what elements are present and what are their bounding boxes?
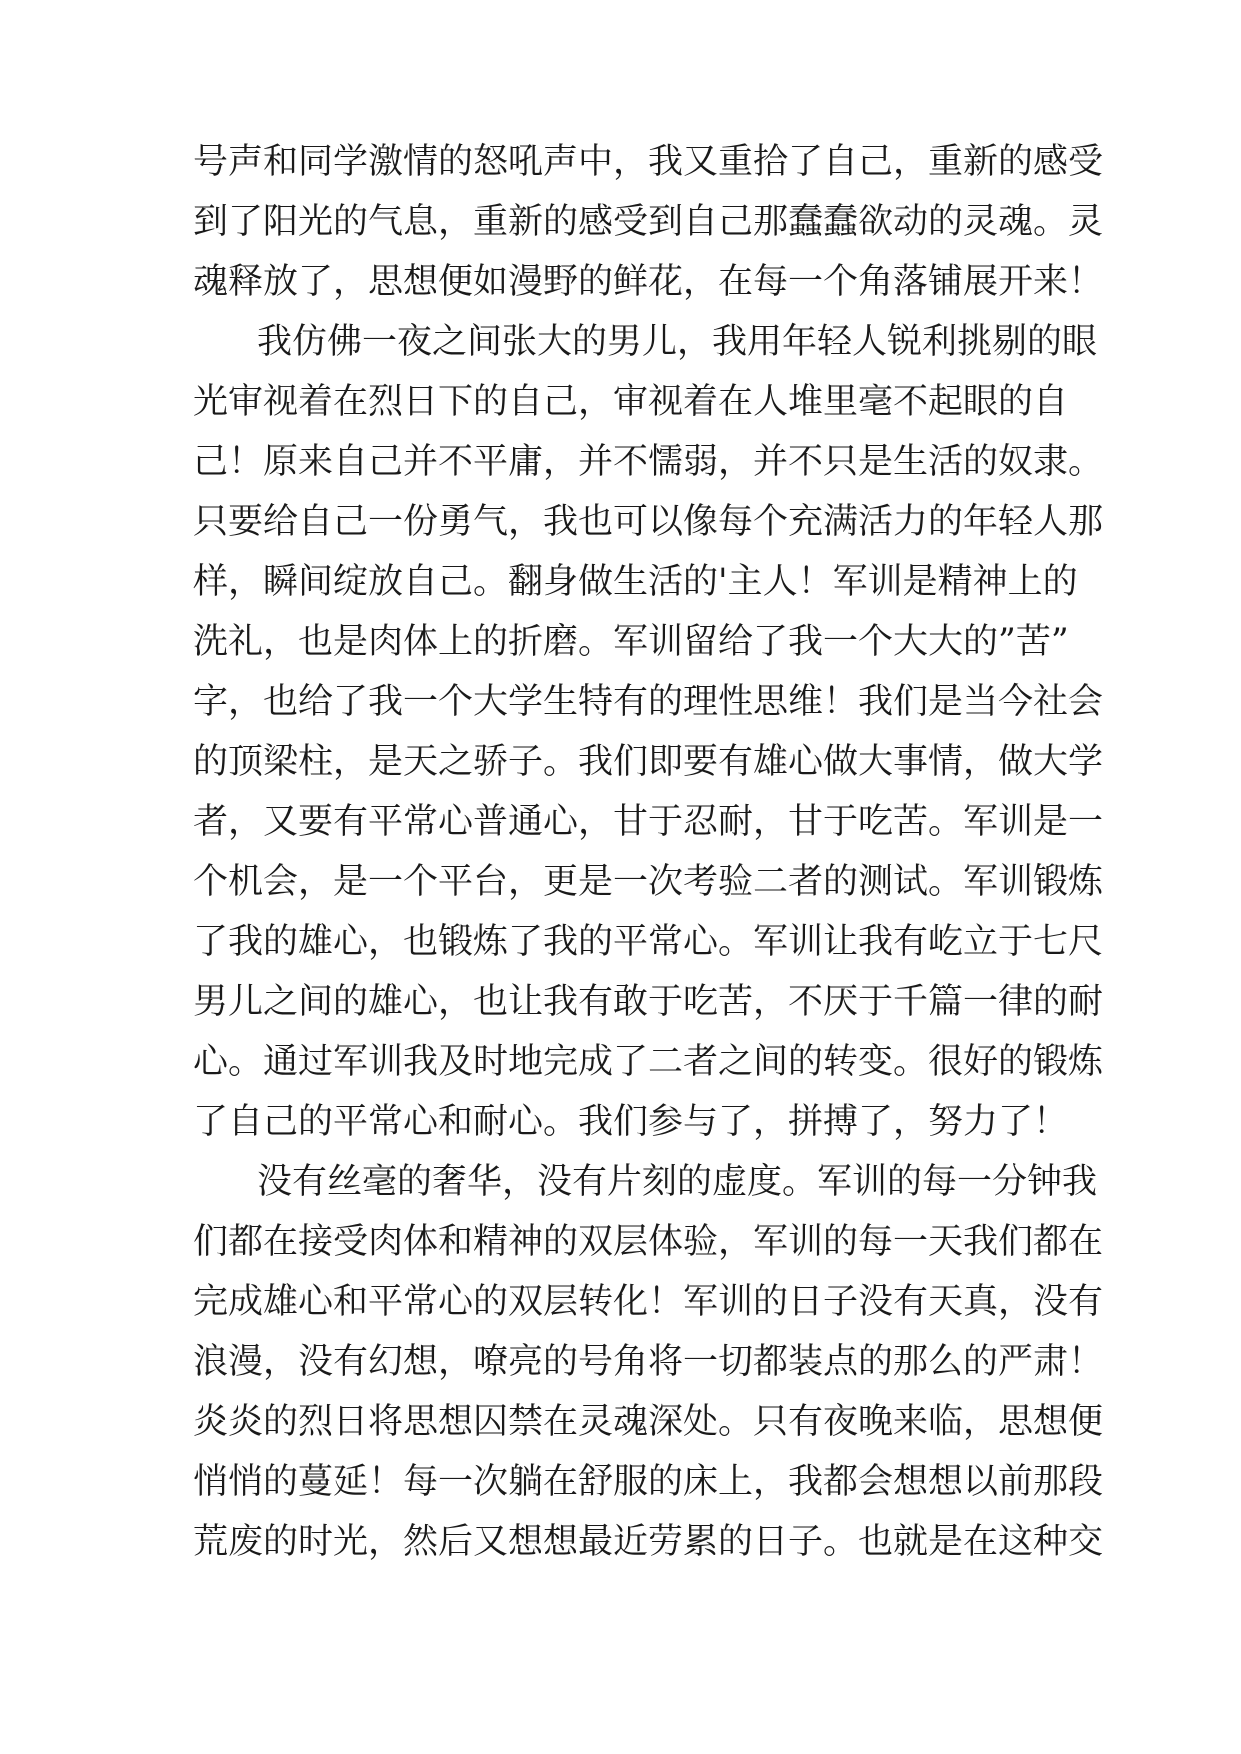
text-line: 到了阳光的气息，重新的感受到自己那蠢蠢欲动的灵魂。灵 bbox=[193, 202, 1104, 242]
text-line: 心。通过军训我及时地完成了二者之间的转变。很好的锻炼 bbox=[193, 1042, 1104, 1082]
text-line: 的顶梁柱，是天之骄子。我们即要有雄心做大事情，做大学 bbox=[193, 742, 1104, 782]
text-line: 个机会，是一个平台，更是一次考验二者的测试。军训锻炼 bbox=[193, 862, 1104, 902]
text-line: 浪漫，没有幻想，嘹亮的号角将一切都装点的那么的严肃！ bbox=[193, 1342, 1104, 1382]
text-line: 号声和同学激情的怒吼声中，我又重拾了自己，重新的感受 bbox=[193, 142, 1104, 182]
text-line: 了自己的平常心和耐心。我们参与了，拼搏了，努力了！ bbox=[193, 1102, 1069, 1142]
text-line: 字，也给了我一个大学生特有的理性思维！我们是当今社会 bbox=[193, 682, 1104, 722]
text-line: 男儿之间的雄心，也让我有敢于吃苦，不厌于千篇一律的耐 bbox=[193, 982, 1104, 1022]
paragraph-first-line: 没有丝毫的奢华，没有片刻的虚度。军训的每一分钟我 bbox=[257, 1162, 1098, 1202]
text-line: 魂释放了，思想便如漫野的鲜花，在每一个角落铺展开来！ bbox=[193, 262, 1104, 302]
text-line: 者，又要有平常心普通心，甘于忍耐，甘于吃苦。军训是一 bbox=[193, 802, 1104, 842]
paragraph-first-line: 我仿佛一夜之间张大的男儿，我用年轻人锐利挑剔的眼 bbox=[257, 322, 1098, 362]
text-line: 炎炎的烈日将思想囚禁在灵魂深处。只有夜晚来临，思想便 bbox=[193, 1402, 1104, 1442]
text-line: 了我的雄心，也锻炼了我的平常心。军训让我有屹立于七尺 bbox=[193, 922, 1104, 962]
text-line: 己！原来自己并不平庸，并不懦弱，并不只是生活的奴隶。 bbox=[193, 442, 1104, 482]
text-line: 光审视着在烈日下的自己，审视着在人堆里毫不起眼的自 bbox=[193, 382, 1069, 422]
text-line: 荒废的时光，然后又想想最近劳累的日子。也就是在这种交 bbox=[193, 1522, 1104, 1562]
text-line: 悄悄的蔓延！每一次躺在舒服的床上，我都会想想以前那段 bbox=[193, 1462, 1104, 1502]
text-line: 完成雄心和平常心的双层转化！军训的日子没有天真，没有 bbox=[193, 1282, 1104, 1322]
text-line: 只要给自己一份勇气，我也可以像每个充满活力的年轻人那 bbox=[193, 502, 1104, 542]
text-line: 洗礼，也是肉体上的折磨。军训留给了我一个大大的”苦” bbox=[193, 622, 1069, 662]
text-line: 样，瞬间绽放自己。翻身做生活的'主人！军训是精神上的 bbox=[193, 562, 1078, 602]
text-line: 们都在接受肉体和精神的双层体验，军训的每一天我们都在 bbox=[193, 1222, 1104, 1262]
